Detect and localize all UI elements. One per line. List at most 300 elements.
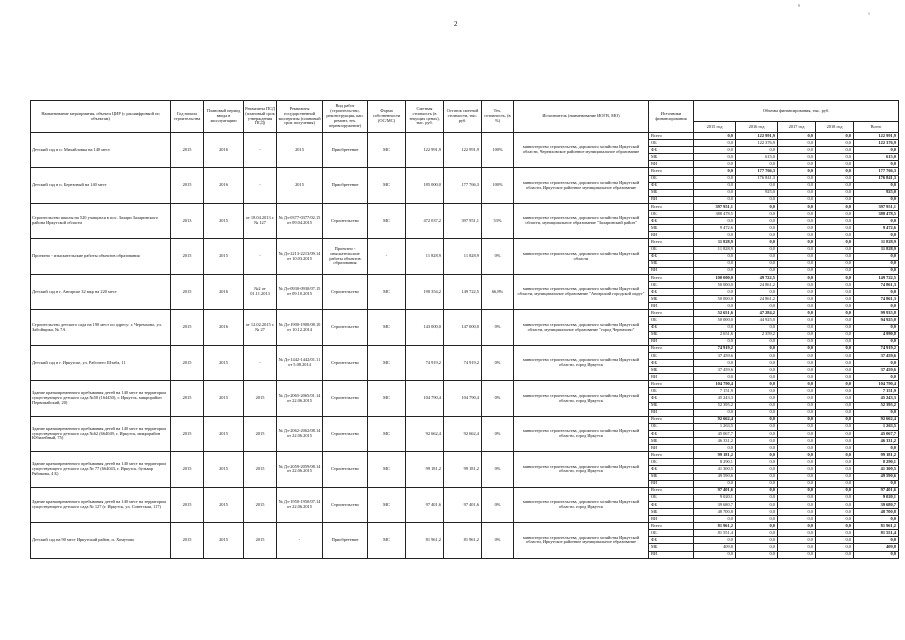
funding-value: 0,0 [778,218,816,225]
ownership-form: МС [368,274,406,309]
funding-total: 81 961,2 [854,523,899,530]
funding-source: МБ [649,154,694,161]
funding-source: ФБ [649,537,694,544]
funding-value: 0,0 [778,416,816,423]
funding-value: 0,0 [694,289,736,296]
col-header-total: Всего [854,122,899,133]
funding-total: 37 459,6 [854,367,899,374]
funding-source: ОБ [649,175,694,182]
funding-value: 0,0 [736,466,778,473]
funding-value: 0,0 [778,367,816,374]
funding-value: 41 300,5 [694,466,736,473]
expertise-details: № Дз-2213-2213/09.14 от 10.03.2015 [277,239,323,274]
funding-value: 409,8 [694,544,736,551]
funding-value: 0,0 [736,324,778,331]
funding-value: 0,0 [778,196,816,203]
funding-total: 9 472,6 [854,225,899,232]
funding-value: 0,0 [816,133,854,140]
funding-value: 0,0 [816,232,854,239]
funding-value: 176 841,3 [736,175,778,182]
table-row [31,381,899,388]
funding-value: 0,0 [736,182,778,189]
funding-value: 0,0 [778,544,816,551]
funding-value: 0,0 [816,430,854,437]
object-name: Строительство школы на 520 учащихся в пос. Залари Заларинского района Иркутской области [31,203,171,238]
funding-total: 0,0 [854,303,899,310]
funding-value: 177 766,3 [736,168,778,175]
funding-value: 0,0 [736,338,778,345]
scan-mark: ᵃ [868,12,870,18]
funding-value: 9 472,6 [694,225,736,232]
start-year: 2015 [171,345,204,380]
funding-total: 0,0 [854,324,899,331]
funding-source: МБ [649,296,694,303]
funding-value: 0,0 [694,154,736,161]
estimated-cost: 122 991,9 [406,133,444,168]
readiness: 0% [482,239,514,274]
executor: министерство строительства, дорожного хозяйства Иркутской области, город Иркутск [514,381,649,416]
funding-value: 0,0 [736,161,778,168]
funding-value: 0,0 [816,338,854,345]
funding-value: 52 651,6 [694,310,736,317]
funding-total: 0,0 [854,516,899,523]
expertise-details: - [277,523,323,558]
funding-value: 0,0 [778,374,816,381]
funding-value: 0,0 [778,508,816,515]
funding-total: 0,0 [854,147,899,154]
funding-total: 37 459,6 [854,352,899,359]
funding-value: 0,0 [694,516,736,523]
funding-value: 0,0 [736,203,778,210]
work-type: Строительство [323,310,368,345]
funding-source: ВИ [649,232,694,239]
funding-value: 0,0 [736,218,778,225]
funding-value: 0,0 [816,168,854,175]
funding-value: 0,0 [778,409,816,416]
executor: министерство строительства, дорожного хозяйства Иркутской области, Иркутское районное муниципальное образование [514,168,649,203]
plan-period: 2015 [204,345,244,380]
funding-source: ФБ [649,324,694,331]
ownership-form: - [368,239,406,274]
readiness: 100% [482,133,514,168]
start-year: 2015 [171,274,204,309]
funding-source: Всего [649,274,694,281]
funding-total: 0,0 [854,409,899,416]
funding-value: 47 284,2 [736,310,778,317]
readiness: 0% [482,416,514,451]
funding-value: 0,0 [816,281,854,288]
object-name: Детский сад в г. Иркутске, ул. Рабочего Штаба, 11 [31,345,171,380]
funding-value: 0,0 [816,182,854,189]
funding-value: 0,0 [816,452,854,459]
funding-source: Всего [649,487,694,494]
funding-value: 0,0 [778,133,816,140]
psd-details: 2015 [244,416,277,451]
funding-total: 0,0 [854,289,899,296]
start-year: 2015 [171,133,204,168]
plan-period: 2016 [204,274,244,309]
funding-value: 0,0 [816,345,854,352]
funding-value: 0,0 [694,189,736,196]
funding-value: 0,0 [736,516,778,523]
funding-value: 0,0 [694,147,736,154]
funding-total: 97 401,6 [854,487,899,494]
remaining-cost: 147 000,0 [444,310,482,345]
funding-value: 7 151,9 [694,388,736,395]
col-header-name: Наименование мероприятия, объекта ЦИР (с расшифровкой по объектам) [31,101,171,133]
ownership-form: МС [368,203,406,238]
work-type: Строительство [323,381,368,416]
funding-value: 0,0 [778,402,816,409]
funding-value: 0,0 [816,423,854,430]
funding-total: 0,0 [854,267,899,274]
funding-total: 0,0 [854,537,899,544]
funding-source: ОБ [649,281,694,288]
funding-value: 0,0 [816,196,854,203]
funding-value: 11 828,9 [694,239,736,246]
funding-source: ВИ [649,409,694,416]
funding-total: 41 300,5 [854,466,899,473]
estimated-cost: 92 662,4 [406,416,444,451]
funding-value: 45 243,3 [694,395,736,402]
funding-value: 0,0 [816,473,854,480]
funding-source: ФБ [649,218,694,225]
remaining-cost: 81 961,2 [444,523,482,558]
funding-source: ФБ [649,147,694,154]
funding-value: 0,0 [778,253,816,260]
funding-value: 0,0 [816,189,854,196]
funding-total: 4 990,8 [854,331,899,338]
funding-value: 0,0 [778,473,816,480]
funding-source: Всего [649,168,694,175]
funding-value: 122 991,9 [736,133,778,140]
plan-period: 2016 [204,168,244,203]
estimated-cost: 99 181,2 [406,452,444,487]
funding-total: 0,0 [854,253,899,260]
ownership-form: МС [368,487,406,522]
funding-source: ФБ [649,253,694,260]
ownership-form: МС [368,381,406,416]
start-year: 2015 [171,416,204,451]
funding-value: 0,0 [694,537,736,544]
start-year: 2015 [171,487,204,522]
funding-value: 0,0 [736,367,778,374]
funding-value: 0,0 [736,551,778,558]
funding-value: 0,0 [736,494,778,501]
ownership-form: МС [368,168,406,203]
funding-source: ВИ [649,161,694,168]
funding-value: 0,0 [816,523,854,530]
funding-total: 0,0 [854,551,899,558]
funding-value: 0,0 [778,189,816,196]
funding-value: 0,0 [778,530,816,537]
funding-total: 99 935,8 [854,310,899,317]
funding-value: 0,0 [736,303,778,310]
funding-source: ФБ [649,430,694,437]
estimated-cost: 190 354,2 [406,274,444,309]
readiness: 0% [482,381,514,416]
psd-details: 2015 [244,381,277,416]
funding-total: 0,0 [854,218,899,225]
funding-total: 149 722,5 [854,274,899,281]
funding-source: ФБ [649,501,694,508]
psd-details: - [244,168,277,203]
funding-value: 0,0 [778,225,816,232]
table-body [31,133,899,559]
funding-value: 0,0 [778,338,816,345]
table-row [31,239,899,246]
funding-total: 615,0 [854,154,899,161]
funding-value: 0,0 [694,551,736,558]
estimated-cost: 185 000,0 [406,168,444,203]
funding-total: 74 919,2 [854,345,899,352]
funding-value: 0,0 [778,246,816,253]
funding-source: ВИ [649,374,694,381]
estimated-cost: 74 919,2 [406,345,444,380]
funding-total: 0,0 [854,232,899,239]
funding-value: 99 181,2 [694,452,736,459]
funding-value: 0,0 [816,225,854,232]
remaining-cost: 149 722,5 [444,274,482,309]
readiness: 0% [482,487,514,522]
funding-total: 0,0 [854,374,899,381]
funding-value: 0,0 [736,530,778,537]
ownership-form: МС [368,523,406,558]
readiness: 100% [482,168,514,203]
funding-source: ФБ [649,360,694,367]
funding-total: 0,0 [854,360,899,367]
plan-period: 2015 [204,416,244,451]
funding-value: 0,0 [778,430,816,437]
funding-value: 925,0 [736,189,778,196]
table-row [31,203,899,210]
col-header-work: Вид работ (строительство, реконструкция, кап. ремонт, тех. перевооружение) [323,101,368,133]
estimated-cost: 11 828,9 [406,239,444,274]
funding-value: 0,0 [816,239,854,246]
funding-total: 99 181,2 [854,452,899,459]
expertise-details: № Дз-1950-1950/07.14 от 22.06.2015 [277,487,323,522]
funding-value: 100 000,0 [694,274,736,281]
psd-details: - [244,133,277,168]
funding-value: 0,0 [778,352,816,359]
funding-value: 0,0 [778,423,816,430]
start-year: 2015 [171,381,204,416]
funding-value: 0,0 [736,232,778,239]
funding-total: 176 841,3 [854,175,899,182]
funding-source: МБ [649,225,694,232]
funding-source: ФБ [649,289,694,296]
funding-value: 0,0 [816,501,854,508]
psd-details: №2 от 01.11.2013 [244,274,277,309]
executor: министерство строительства, дорожного хозяйства Иркутской области [514,239,649,274]
funding-value: 50 000,0 [694,296,736,303]
funding-value: 0,0 [778,381,816,388]
funding-value: 0,0 [816,352,854,359]
funding-source: ОБ [649,388,694,395]
funding-value: 615,0 [736,154,778,161]
funding-value: 0,0 [816,218,854,225]
expertise-details: № Дз-2065-2065/01.14 от 22.06.2015 [277,381,323,416]
funding-value: 0,0 [736,211,778,218]
funding-value: 0,0 [736,381,778,388]
psd-details: - [244,345,277,380]
funding-value: 0,0 [778,317,816,324]
funding-value: 0,0 [736,409,778,416]
funding-value: 0,0 [816,494,854,501]
funding-value: 0,0 [816,537,854,544]
start-year: 2015 [171,452,204,487]
funding-value: 388 478,5 [694,211,736,218]
funding-value: 24 861,2 [736,296,778,303]
work-type: Проектно - изыскательские работы объектов образования [323,239,368,274]
work-type: Строительство [323,203,368,238]
funding-value: 0,0 [816,331,854,338]
funding-value: 0,0 [736,147,778,154]
funding-value: 0,0 [816,147,854,154]
funding-value: 0,0 [778,203,816,210]
funding-value: 0,0 [816,395,854,402]
psd-details: от 12.02.2015 г. № 27 [244,310,277,345]
funding-value: 0,0 [816,161,854,168]
table-row [31,274,899,281]
executor: министерство строительства, дорожного хозяйства Иркутской области, Черемховское районное муниципальное образование [514,133,649,168]
col-header-expert: Реквизиты государственной экспертизы (плановый срок получения) [277,101,323,133]
funding-value: 0,0 [816,551,854,558]
col-header-ready: Тех. готовность, (в %) [482,101,514,133]
remaining-cost: 99 181,2 [444,452,482,487]
col-header-year: 2018 год [816,122,854,133]
funding-value: 11 828,9 [694,246,736,253]
remaining-cost: 97 401,6 [444,487,482,522]
funding-value: 0,0 [816,246,854,253]
object-name: Строительство детского сада на 190 мест по адресу: г. Черемхово, ул. Забойщика, № 7А [31,310,171,345]
readiness: 53% [482,203,514,238]
funding-source: Всего [649,345,694,352]
funding-total: 388 478,5 [854,211,899,218]
executor: министерство строительства, дорожного хозяйства Иркутской области, Иркутское районное муниципальное образование [514,523,649,558]
plan-period: 2015 [204,523,244,558]
object-name: Здание кратковременного пребывания детей на 140 мест на территории существующего детского сада №50 (164450), г. Иркутск, микрорайон Первомайский, 20) [31,381,171,416]
readiness: 0% [482,452,514,487]
funding-value: 0,0 [694,168,736,175]
funding-value: 0,0 [736,196,778,203]
col-header-rest: Остаток сметной стоимости, тыс. руб. [444,101,482,133]
funding-value: 0,0 [736,544,778,551]
funding-table [30,100,899,559]
expertise-details: № Дз-0377-0377/02.15 от 09.04.2015 [277,203,323,238]
funding-value: 0,0 [736,345,778,352]
funding-value: 0,0 [778,274,816,281]
estimated-cost: 104 790,4 [406,381,444,416]
object-name: Здание кратковременного пребывания детей на 140 мест на территории существующего детского сада №62 (664049, г. Иркутск, микрорайон Юбилейный, 75) [31,416,171,451]
col-header-year: 2015 год [694,122,736,133]
funding-total: 1 263,5 [854,423,899,430]
start-year: 2015 [171,239,204,274]
funding-total: 94 925,0 [854,317,899,324]
funding-value: 0,0 [778,360,816,367]
funding-value: 0,0 [778,331,816,338]
funding-value: 0,0 [694,218,736,225]
funding-value: 0,0 [694,140,736,147]
expertise-details: № Дз-1442-1442/01.11 от 5.08.2014 [277,345,323,380]
funding-total: 177 766,3 [854,168,899,175]
funding-value: 0,0 [778,239,816,246]
funding-value: 0,0 [736,239,778,246]
funding-total: 81 551,4 [854,530,899,537]
funding-value: 0,0 [816,303,854,310]
funding-value: 0,0 [736,452,778,459]
funding-value: 0,0 [778,395,816,402]
funding-value: 49 590,6 [694,473,736,480]
estimated-cost: 143 000,0 [406,310,444,345]
funding-value: 0,0 [816,416,854,423]
funding-value: 0,0 [694,232,736,239]
funding-value: 0,0 [736,459,778,466]
executor: министерство строительства, дорожного хозяйства Иркутской области, город Иркутск [514,345,649,380]
funding-value: 0,0 [694,338,736,345]
object-name: Детский сад в г. Ангарске 32 мкр на 220 мест [31,274,171,309]
funding-value: 0,0 [778,345,816,352]
funding-source: ОБ [649,317,694,324]
funding-value: 0,0 [778,459,816,466]
funding-value: 92 662,4 [694,416,736,423]
funding-source: Всего [649,203,694,210]
funding-total: 45 243,3 [854,395,899,402]
funding-total: 52 395,2 [854,402,899,409]
readiness: 0% [482,310,514,345]
funding-source: МБ [649,508,694,515]
funding-source: ОБ [649,494,694,501]
funding-source: ОБ [649,423,694,430]
funding-total: 0,0 [854,260,899,267]
funding-value: 0,0 [736,480,778,487]
funding-value: 0,0 [694,324,736,331]
funding-source: ФБ [649,182,694,189]
estimated-cost: 81 961,2 [406,523,444,558]
work-type: Приобретение [323,133,368,168]
funding-value: 0,0 [736,374,778,381]
funding-value: 0,0 [816,267,854,274]
funding-value: 0,0 [694,161,736,168]
executor: министерство строительства, дорожного хозяйства Иркутской области, город Иркутск [514,452,649,487]
funding-value: 0,0 [736,523,778,530]
funding-value: 0,0 [694,133,736,140]
table-row [31,452,899,459]
funding-value: 0,0 [736,402,778,409]
funding-value: 0,0 [736,395,778,402]
funding-source: ОБ [649,530,694,537]
funding-value: 0,0 [736,501,778,508]
funding-value: 0,0 [816,516,854,523]
funding-value: 0,0 [778,438,816,445]
funding-value: 0,0 [736,267,778,274]
object-name: Детский сад в п. Березовый на 140 мест [31,168,171,203]
col-header-plan: Плановый период ввода в эксплуатацию [204,101,244,133]
funding-value: 0,0 [816,310,854,317]
expertise-details: № Дз-2062-2062/08.14 от 22.06.2015 [277,416,323,451]
funding-total: 409,8 [854,544,899,551]
funding-value: 0,0 [694,182,736,189]
funding-source: МБ [649,544,694,551]
funding-value: 0,0 [778,537,816,544]
funding-value: 0,0 [778,324,816,331]
funding-source: ВИ [649,445,694,452]
estimated-cost: 97 401,6 [406,487,444,522]
funding-value: 0,0 [694,480,736,487]
funding-value: 0,0 [778,267,816,274]
funding-value: 0,0 [816,324,854,331]
funding-total: 122 376,9 [854,140,899,147]
